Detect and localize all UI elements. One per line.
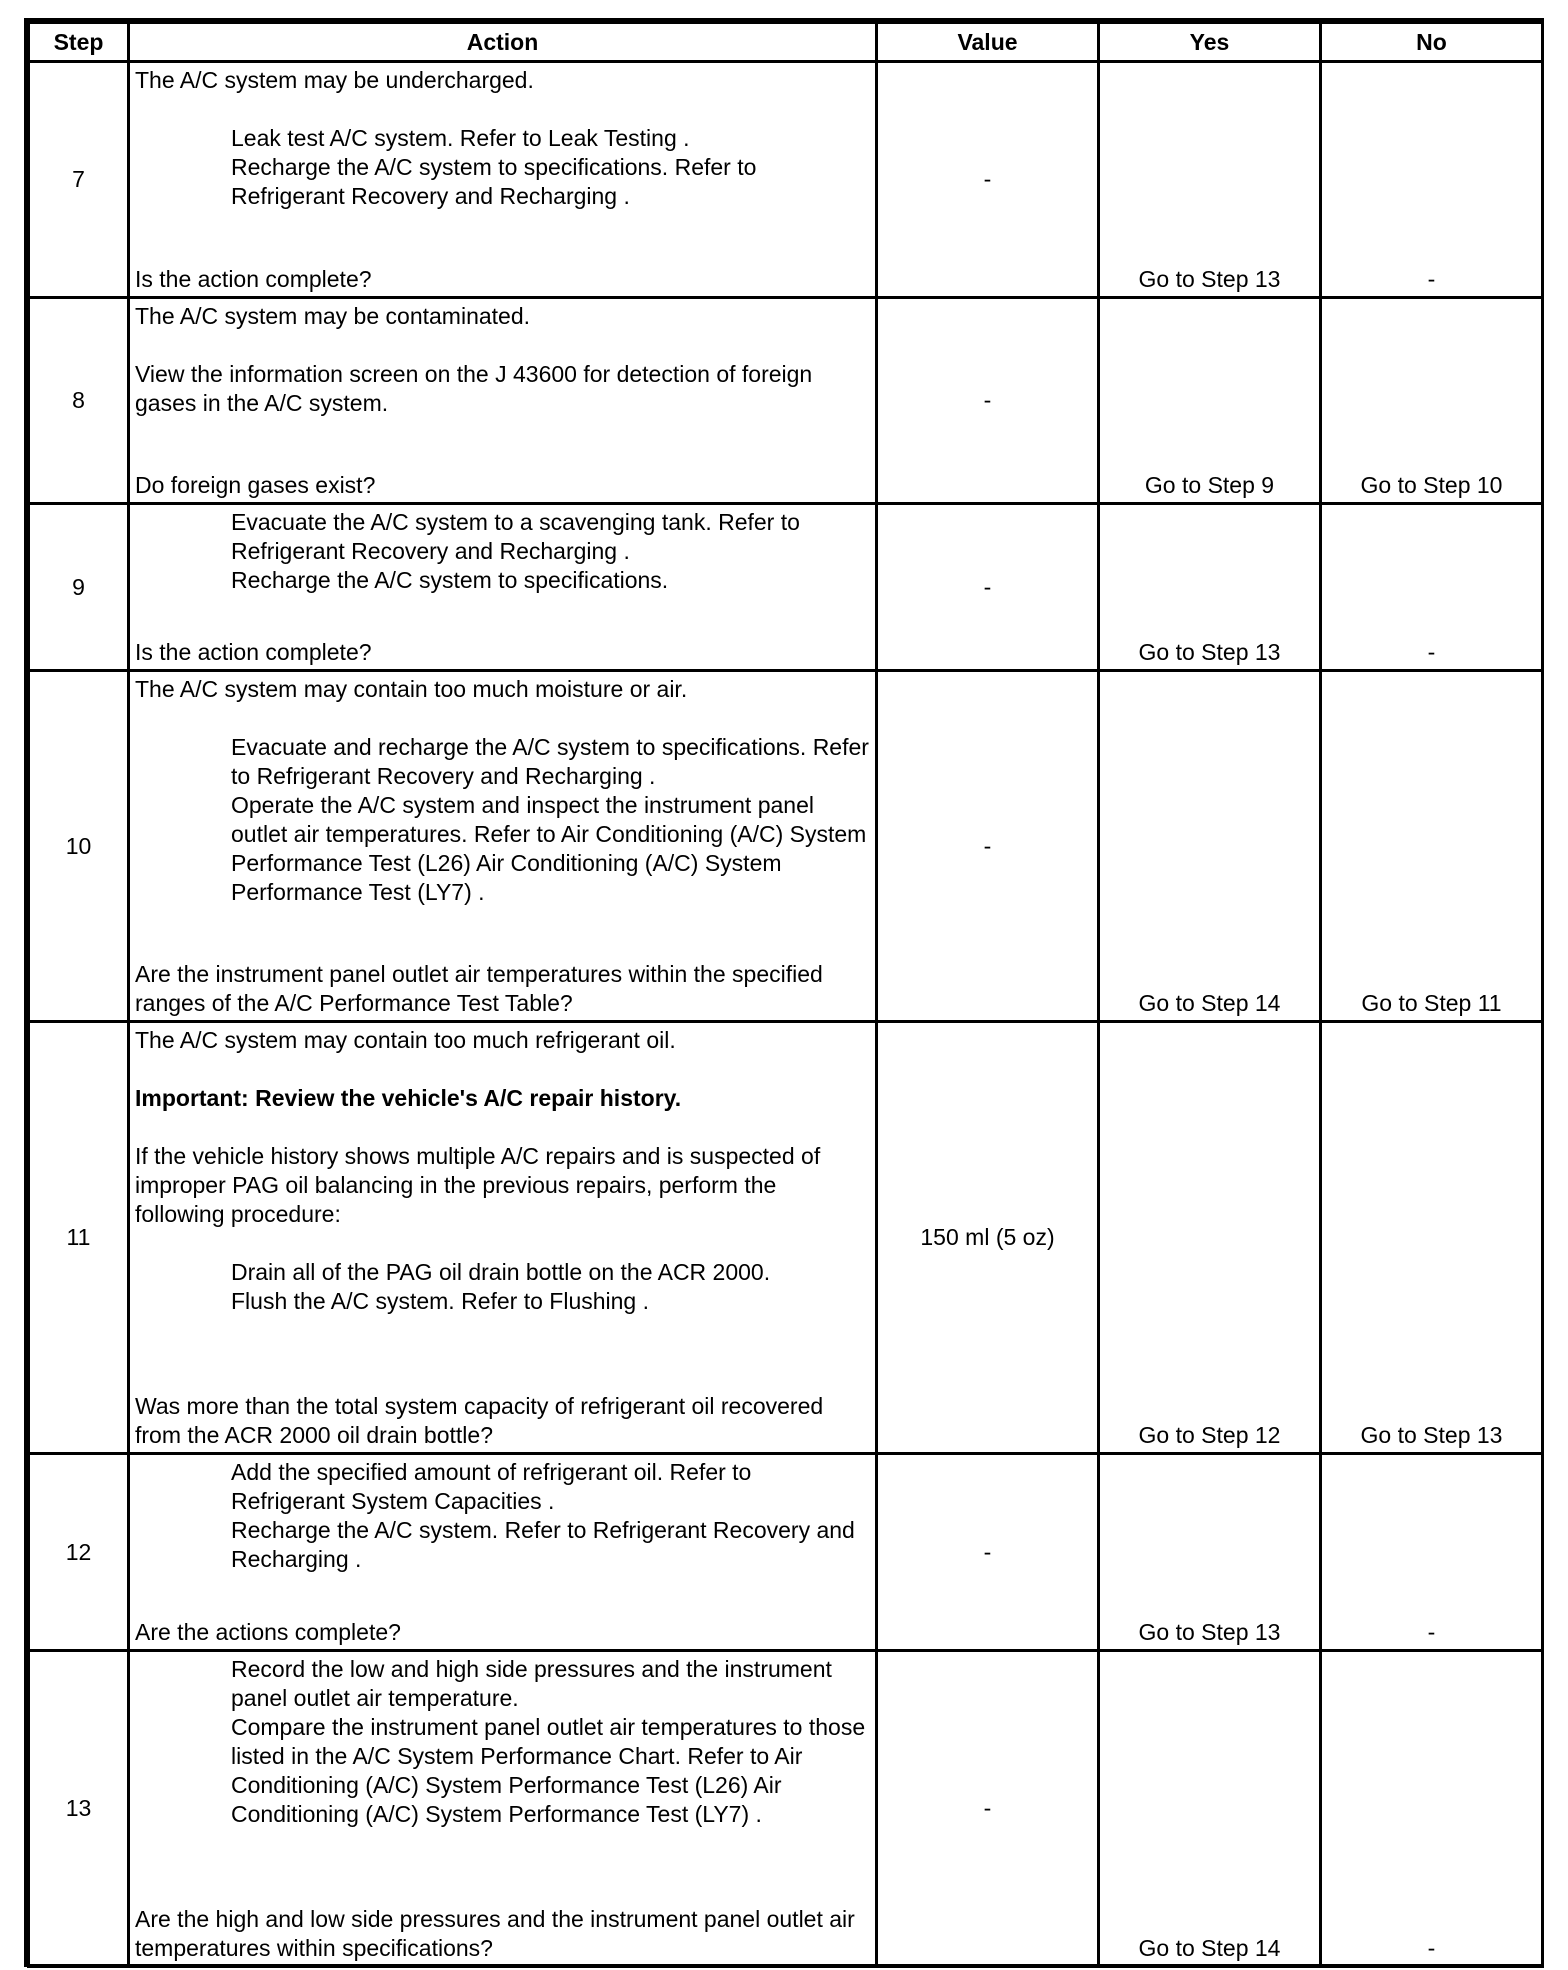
no-result: Go to Step 10 (1321, 298, 1543, 504)
action-intro: The A/C system may contain too much moisture or air. (135, 676, 688, 702)
table-row (29, 1651, 1543, 1967)
action-paragraph: If the vehicle history shows multiple A/C repairs and is suspected of improper PAG oil balancing in the previous repairs, perform the following procedure: (135, 1143, 821, 1227)
action-step: Operate the A/C system and inspect the instrument panel outlet air temperatures. Refer to Air Conditioning (A/C) System Performance Test (L26) Air Conditioning (A/C) System Performance Test (LY7) . (231, 792, 867, 905)
value-cell: - (877, 504, 1099, 671)
header-step: Step (29, 23, 129, 62)
action-step: Recharge the A/C system to specifications. (231, 567, 669, 593)
step-number: 13 (29, 1651, 129, 1967)
action-step: Recharge the A/C system to specifications. Refer to Refrigerant Recovery and Recharging . (231, 154, 757, 209)
action-step: Recharge the A/C system. Refer to Refrigerant Recovery and Recharging . (231, 1517, 855, 1572)
action-step: Compare the instrument panel outlet air temperatures to those listed in the A/C System Performance Chart. Refer to Air Conditioning (A/C) System Performance Test (L26) Air Conditioning (A/C) System Performance Test (LY7) . (231, 1714, 866, 1827)
action-cell (129, 504, 877, 671)
step-number: 9 (29, 504, 129, 671)
action-step: Flush the A/C system. Refer to Flushing . (231, 1288, 649, 1314)
action-paragraph: View the information screen on the J 43600 for detection of foreign gases in the A/C system. (135, 361, 813, 416)
action-question: Is the action complete? (135, 266, 372, 292)
no-result: Go to Step 13 (1321, 1022, 1543, 1454)
value-cell: - (877, 1651, 1099, 1967)
action-cell (129, 671, 877, 1022)
action-question: Are the instrument panel outlet air temperatures within the specified ranges of the A/C Performance Test Table? (135, 961, 823, 1016)
header-value: Value (877, 23, 1099, 62)
action-intro: The A/C system may contain too much refrigerant oil. (135, 1027, 676, 1053)
table-row (29, 504, 1543, 671)
yes-result: Go to Step 12 (1099, 1022, 1321, 1454)
yes-result: Go to Step 13 (1099, 1454, 1321, 1651)
action-question: Are the high and low side pressures and the instrument panel outlet air temperatures within specifications? (135, 1906, 855, 1961)
header-row (29, 23, 1543, 62)
no-result: - (1321, 1651, 1543, 1967)
no-result: - (1321, 1454, 1543, 1651)
action-cell (129, 298, 877, 504)
value-cell: - (877, 1454, 1099, 1651)
header-yes: Yes (1099, 23, 1321, 62)
action-cell (129, 1022, 877, 1454)
yes-result: Go to Step 14 (1099, 671, 1321, 1022)
action-cell (129, 1454, 877, 1651)
value-cell: - (877, 62, 1099, 298)
step-number: 8 (29, 298, 129, 504)
yes-result: Go to Step 14 (1099, 1651, 1321, 1967)
step-number: 11 (29, 1022, 129, 1454)
diagnostic-table-sheet (24, 18, 1544, 1967)
table-row (29, 298, 1543, 504)
table-row (29, 671, 1543, 1022)
diagnostic-table (27, 21, 1544, 1968)
action-question: Is the action complete? (135, 639, 372, 665)
yes-result: Go to Step 9 (1099, 298, 1321, 504)
no-result: Go to Step 11 (1321, 671, 1543, 1022)
action-step: Drain all of the PAG oil drain bottle on the ACR 2000. (231, 1259, 771, 1285)
action-intro: The A/C system may be undercharged. (135, 67, 534, 93)
action-cell (129, 1651, 877, 1967)
action-step: Record the low and high side pressures and the instrument panel outlet air temperature. (231, 1656, 832, 1711)
important-note: Important: Review the vehicle's A/C repair history. (135, 1085, 682, 1111)
table-row (29, 1022, 1543, 1454)
action-step: Evacuate and recharge the A/C system to specifications. Refer to Refrigerant Recovery and Recharging . (231, 734, 869, 789)
value-cell: - (877, 671, 1099, 1022)
step-number: 12 (29, 1454, 129, 1651)
header-no: No (1321, 23, 1543, 62)
action-step: Add the specified amount of refrigerant oil. Refer to Refrigerant System Capacities . (231, 1459, 752, 1514)
step-number: 10 (29, 671, 129, 1022)
value-cell: 150 ml (5 oz) (877, 1022, 1099, 1454)
action-step: Leak test A/C system. Refer to Leak Testing . (231, 125, 690, 151)
no-result: - (1321, 62, 1543, 298)
table-row (29, 62, 1543, 298)
step-number: 7 (29, 62, 129, 298)
action-cell (129, 62, 877, 298)
table-row (29, 1454, 1543, 1651)
header-action: Action (129, 23, 877, 62)
action-question: Was more than the total system capacity of refrigerant oil recovered from the ACR 2000 oil drain bottle? (135, 1393, 824, 1448)
action-question: Are the actions complete? (135, 1619, 401, 1645)
value-cell: - (877, 298, 1099, 504)
action-step: Evacuate the A/C system to a scavenging tank. Refer to Refrigerant Recovery and Recharging . (231, 509, 800, 564)
yes-result: Go to Step 13 (1099, 504, 1321, 671)
action-intro: The A/C system may be contaminated. (135, 303, 531, 329)
yes-result: Go to Step 13 (1099, 62, 1321, 298)
no-result: - (1321, 504, 1543, 671)
action-question: Do foreign gases exist? (135, 472, 376, 498)
